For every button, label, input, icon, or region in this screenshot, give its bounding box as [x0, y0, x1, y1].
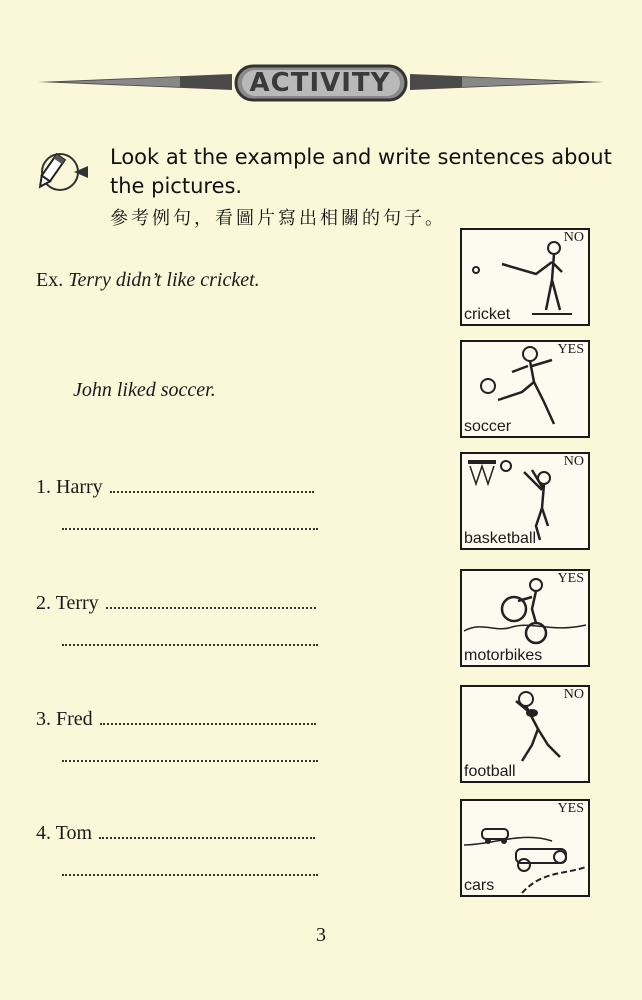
answer-line[interactable]: [106, 593, 316, 609]
question-3: [36, 708, 326, 731]
picture-caption: basketball: [464, 530, 537, 547]
question-label: 1. Harry: [36, 476, 103, 498]
answer-line-continued[interactable]: [62, 860, 318, 876]
activity-title: ACTIVITY: [249, 68, 391, 98]
answer-line[interactable]: [110, 477, 314, 493]
question-2: [36, 592, 326, 615]
picture-motorbikes: [460, 569, 590, 667]
pencil-icon: [34, 150, 90, 200]
question-label: 3. Fred: [36, 708, 93, 730]
picture-basketball: [460, 452, 590, 550]
picture-soccer: [460, 340, 590, 438]
picture-caption: motorbikes: [464, 647, 543, 664]
picture-tag: NO: [563, 687, 584, 702]
question-1: [36, 476, 326, 499]
answer-line-continued[interactable]: [62, 630, 318, 646]
example-prefix: Ex.: [36, 269, 64, 291]
picture-caption: soccer: [464, 418, 512, 435]
example-text: Terry didn’t like cricket.: [68, 269, 260, 291]
page-number: 3: [316, 924, 326, 946]
instruction-english: Look at the example and write sentences about the pictures.: [110, 145, 612, 198]
picture-tag: YES: [557, 571, 584, 586]
answer-line-continued[interactable]: [62, 514, 318, 530]
picture-caption: cars: [464, 877, 495, 894]
question-label: 4. Tom: [36, 822, 93, 844]
answer-line-continued[interactable]: [62, 746, 318, 762]
question-4: [36, 822, 326, 845]
picture-cricket: [460, 228, 590, 326]
answer-line[interactable]: [100, 709, 316, 725]
picture-cars: [460, 799, 590, 897]
picture-tag: NO: [563, 454, 584, 469]
instruction-chinese: 參考例句，看圖片寫出相關的句子。: [110, 208, 446, 229]
picture-tag: YES: [557, 342, 584, 357]
answer-line[interactable]: [99, 823, 315, 839]
picture-tag: YES: [557, 801, 584, 816]
picture-caption: football: [464, 763, 516, 780]
example-sentence-2: John liked soccer.: [73, 379, 216, 401]
picture-caption: cricket: [464, 306, 511, 323]
picture-tag: NO: [563, 230, 584, 245]
picture-football: [460, 685, 590, 783]
example-sentence-1: [36, 269, 260, 292]
question-label: 2. Terry: [36, 592, 99, 614]
